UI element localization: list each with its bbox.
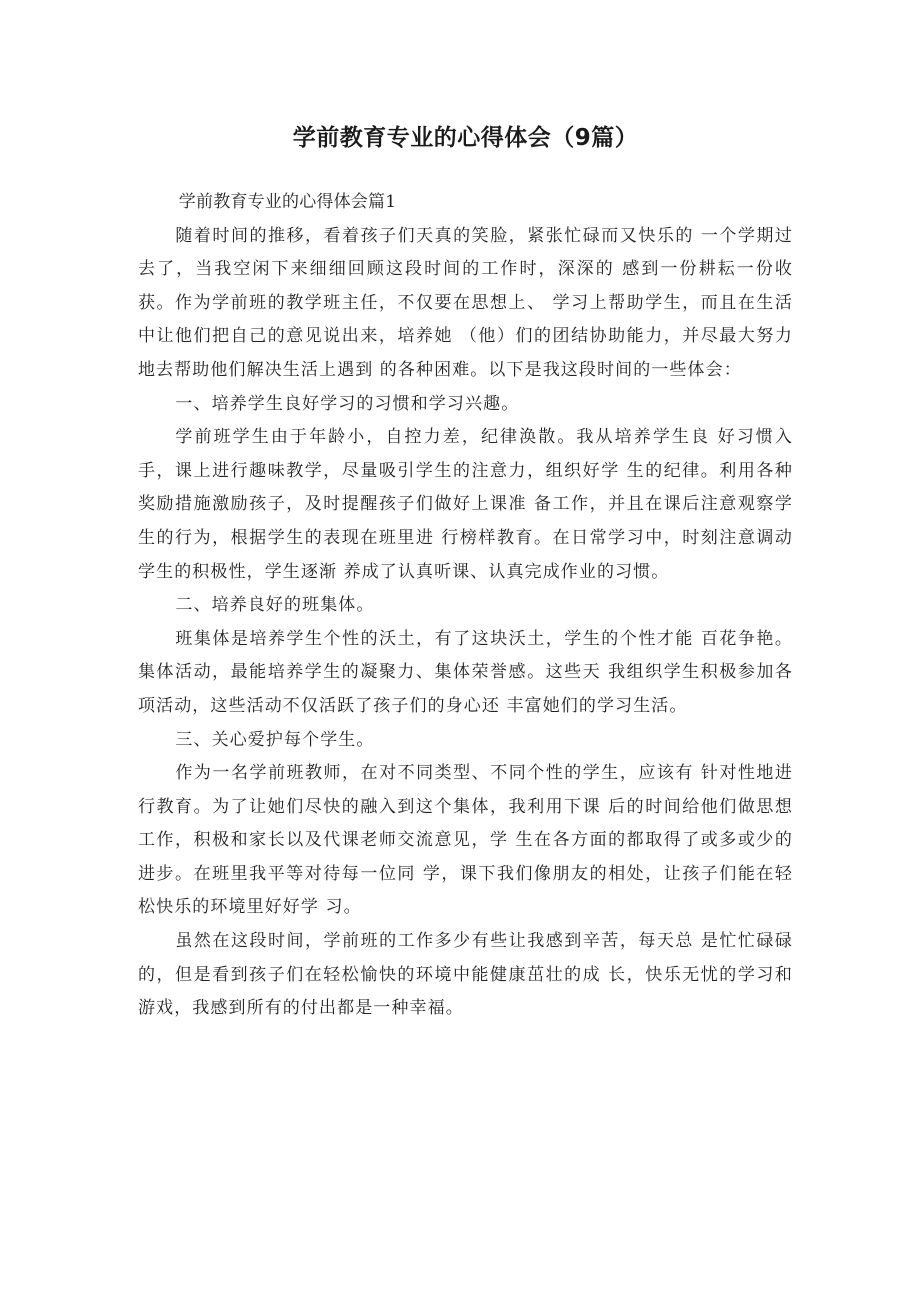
paragraph-conclusion: 虽然在这段时间，学前班的工作多少有些让我感到辛苦，每天总 是忙忙碌碌的，但是看到孩子们在轻松愉快的环境中能健康茁壮的成 长，快乐无忧的学习和游戏，我感到所有的付出都是一种幸福。 (138, 931, 793, 1019)
document-title: 学前教育专业的心得体会（9篇） (292, 125, 639, 151)
section-heading-1: 一、培养学生良好学习的习惯和学习兴趣。 (175, 393, 520, 414)
section-heading-2: 二、培养良好的班集体。 (175, 595, 375, 616)
paragraph-class-collective: 班集体是培养学生个性的沃土，有了这块沃土，学生的个性才能 百花争艳。集体活动，最能培养学生的凝聚力、集体荣誉感。这些天 我组织学生积极参加各项活动，这些活动不仅活跃了孩子们的身心还 丰富她们的学习生活。 (138, 628, 793, 716)
section-heading-3: 三、关心爱护每个学生。 (175, 729, 375, 750)
paragraph-study-habits: 学前班学生由于年龄小，自控力差，纪律涣散。我从培养学生良 好习惯入手，课上进行趣味教学，尽量吸引学生的注意力，组织好学 生的纪律。利用各种奖励措施激励孩子，及时提醒孩子们做好上课准 备工作，并且在课后注意观察学生的行为，根据学生的表现在班里进 行榜样教育。在日常学习中，时刻注意调动学生的积极性，学生逐渐 养成了认真听课、认真完成作业的习惯。 (138, 427, 793, 582)
section-subtitle: 学前教育专业的心得体会篇1 (178, 192, 397, 212)
paragraph-care-students: 作为一名学前班教师，在对不同类型、不同个性的学生，应该有 针对性地进行教育。为了让她们尽快的融入到这个集体，我利用下课 后的时间给他们做思想工作，积极和家长以及代课老师交流意见，学 生在各方面的都取得了或多或少的进步。在班里我平等对待每一位同 学，课下我们像朋友的相处，让孩子们能在轻松快乐的环境里好好学 习。 (138, 763, 793, 918)
paragraph-intro: 随着时间的推移，看着孩子们天真的笑脸，紧张忙碌而又快乐的 一个学期过去了，当我空闲下来细细回顾这段时间的工作时，深深的 感到一份耕耘一份收获。作为学前班的教学班主任，不仅要在思想上、 学习上帮助学生，而且在生活中让他们把自己的意见说出来，培养她 （他）们的团结协助能力，并尽最大努力地去帮助他们解决生活上遇到 的各种困难。以下是我这段时间的一些体会： (138, 225, 793, 380)
document-body (138, 220, 793, 1026)
